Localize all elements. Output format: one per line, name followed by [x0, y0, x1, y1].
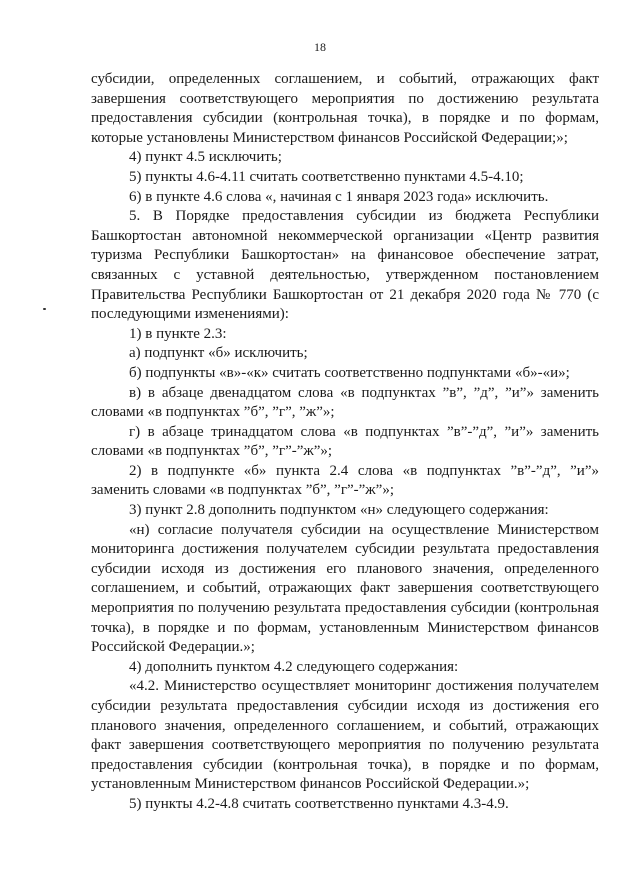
paragraph: 1) в пункте 2.3: — [129, 325, 227, 342]
paragraph: а) подпункт «б» исключить; — [129, 345, 308, 362]
scan-speck — [43, 308, 46, 310]
paragraph: 6) в пункте 4.6 слова «, начиная с 1 января 2023 года» исключить. — [129, 188, 549, 205]
paragraph: субсидии, определенных соглашением, и событий, отражающих факт завершения соответствующего мероприятия по достижению результата предоставления субсидии (контрольная точка), в порядке и по формам, которые установлены Министерством финансов Российской Федерации;»; — [91, 71, 599, 146]
paragraph: в) в абзаце двенадцатом слова «в подпунктах ”в”, ”д”, ”и”» заменить словами «в подпунктах ”б”, ”г”, ”ж”»; — [91, 384, 599, 421]
paragraph: 4) пункт 4.5 исключить; — [129, 149, 282, 166]
paragraph: г) в абзаце тринадцатом слова «в подпунктах ”в”-”д”, ”и”» заменить словами «в подпунктах ”б”, ”г”-”ж”»; — [91, 423, 599, 460]
document-body — [91, 70, 599, 815]
paragraph: 2) в подпункте «б» пункта 2.4 слова «в подпунктах ”в”-”д”, ”и”» заменить словами «в подпунктах ”б”, ”г”-”ж”»; — [91, 462, 599, 499]
paragraph: «4.2. Министерство осуществляет мониторинг достижения получателем субсидии результата предоставления субсидии исходя из достижения его планового значения, определенного соглашением, и событий, отражающих факт завершения соответствующего мероприятия по получению результата предоставления субсидии (контрольная точка), в порядке и по формам, установленным Министерством финансов Российской Федерации.»; — [91, 678, 599, 793]
paragraph: б) подпункты «в»-«к» считать соответственно подпунктами «б»-«и»; — [129, 364, 570, 381]
paragraph: 3) пункт 2.8 дополнить подпунктом «н» следующего содержания: — [129, 502, 549, 519]
page-number: 18 — [314, 40, 326, 54]
paragraph: 5) пункты 4.2-4.8 считать соответственно пунктами 4.3-4.9. — [129, 795, 509, 812]
paragraph: 5. В Порядке предоставления субсидии из бюджета Республики Башкортостан автономной некоммерческой организации «Центр развития туризма Республики Башкортостан» на финансовое обеспечение затрат, связанных с уставной деятельностью, утвержденном постановлением Правительства Республики Башкортостан от 21 декабря 2020 года № 770 (с последующими изменениями): — [91, 208, 599, 323]
paragraph: 4) дополнить пунктом 4.2 следующего содержания: — [129, 658, 459, 675]
paragraph: 5) пункты 4.6-4.11 считать соответственно пунктами 4.5-4.10; — [129, 168, 524, 185]
paragraph: «н) согласие получателя субсидии на осуществление Министерством мониторинга достижения получателем субсидии результата предоставления субсидии исходя из достижения его планового значения, определенного соглашением, и событий, отражающих факт завершения соответствующего мероприятия по получению результата предоставления субсидии (контрольная точка), в порядке и по формам, установленным Министерством финансов Российской Федерации.»; — [91, 521, 599, 656]
